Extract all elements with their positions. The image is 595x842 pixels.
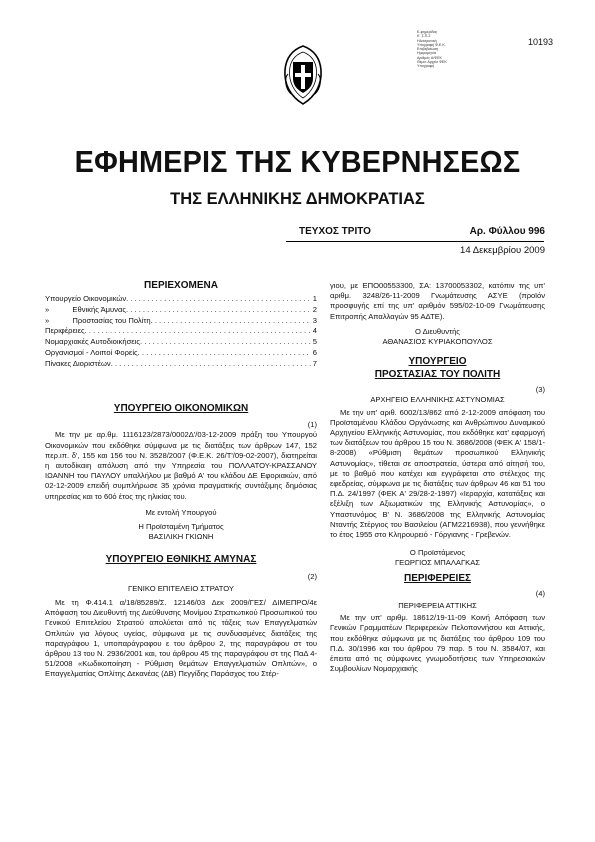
toc-row xyxy=(45,305,317,316)
stamp-line: Ημερομηνία xyxy=(417,51,437,56)
section-subheading: ΓΕΝΙΚΟ ΕΠΙΤΕΛΕΙΟ ΣΤΡΑΤΟΥ xyxy=(128,583,234,593)
greek-coat-of-arms-icon xyxy=(282,44,324,106)
toc-row xyxy=(45,348,317,359)
stamp-line: Ε-φημερίδας xyxy=(417,30,438,34)
digital-signature-stamp xyxy=(417,30,479,69)
toc-page: 5 xyxy=(312,337,317,347)
toc-page: 2 xyxy=(312,304,317,314)
toc-page: 1 xyxy=(312,294,317,303)
section-number: (1) xyxy=(307,420,317,430)
section-text-regions: Με την υπ' αριθμ. 18612/19-11-09 Κοινή Απόφαση των Γενικών Γραμματέων Περιφερειών Πελοποννήσου και Αττικής, που εκδόθηκε σύμφωνα με τις διατάξεις του άρθρου 109 του Π.Δ. 30/1996 και του άρθρου 79 παρ. 5 του Ν. 3584/07, και έπειτα από τις σύμφωνες γνωμοδοτήσεις των Υπηρεσιακών Συμβουλίων Νομαρχιακής xyxy=(330,613,545,674)
section-subheading: ΠΕΡΙΦΕΡΕΙΑ ΑΤΤΙΚΗΣ xyxy=(398,601,477,611)
section-subheading: ΑΡΧΗΓΕΙΟ ΕΛΛΗΝΙΚΗΣ ΑΣΤΥΝΟΜΙΑΣ xyxy=(370,395,505,405)
toc-heading: ΠΕΡΙΕΧΟΜΕΝΑ xyxy=(144,280,218,291)
toc-label: Περιφέρειες xyxy=(45,326,85,336)
toc-row xyxy=(45,359,317,370)
toc-page: 3 xyxy=(312,315,317,325)
gazette-title: ΕΦΗΜΕΡΙΣ ΤΗΣ ΚΥΒΕΡΝΗΣΕΩΣ xyxy=(74,144,521,179)
section-heading-regions: ΠΕΡΙΦΕΡΕΙΕΣ xyxy=(403,572,471,584)
signature-line: Η Προϊσταμένη Τμήματος xyxy=(138,522,224,532)
sheet-number: Αρ. Φύλλου 996 xyxy=(469,226,545,237)
section-number: (4) xyxy=(535,588,545,598)
stamp-line: Ηλεκτρονική xyxy=(417,38,437,43)
section-text-defence: Με τη Φ.414.1 α/18/85289/Σ. 12146/03 Δεκ 2009/ΓΕΣ/ ΔΙΜΕΠΡΟ/4ε Απόφαση του Διευθυντή της Διεύθυνσης Μονίμου Στρατιωτικού Προσωπικού του Γενικού Επιτελείου Στρατού απολύεται από τις τάξεις των Επαγγελματιών Οπλιτών για λόγους υγείας, σύμφωνα με τις συνδυασμένες διατάξεις της παραγράφου 1, υποπαράγραφου ε του άρθρου 2, της παραγράφου στ του άρθρου 13 του Ν. 2936/2001 και, του άρθρου 45 της παραγράφου στ της ΠαΔ 4-51/2008 «Κωδικοποίηση - Ρύθμιση θεμάτων Επαγγελματιών Οπλιτών», ο Επαγγελματίας Οπλίτης Δεκανέας (ΔΒ) Πεγγίδης Παράσχος του Στέρ- xyxy=(45,598,317,679)
heading-line: ΥΠΟΥΡΓΕΙΟ xyxy=(408,356,467,368)
issue-divider xyxy=(286,241,544,242)
page-number: 10193 xyxy=(528,37,554,47)
toc-label: Πίνακες Διοριστέων xyxy=(45,358,111,368)
issue-date: 14 Δεκεμβρίου 2009 xyxy=(460,245,545,256)
toc-row xyxy=(45,316,317,327)
toc-page: 6 xyxy=(312,347,317,357)
gazette-subtitle: ΤΗΣ ΕΛΛΗΝΙΚΗΣ ΔΗΜΟΚΡΑΤΙΑΣ xyxy=(170,190,425,208)
section-heading-finance: ΥΠΟΥΡΓΕΙΟ ΟΙΚΟΝΟΜΙΚΩΝ xyxy=(113,403,249,414)
toc-label: Υπουργείο Οικονομικών xyxy=(45,294,127,303)
toc-page: 7 xyxy=(312,358,317,368)
stamp-line: Θέμα: Αρχείο ΦΕΚ xyxy=(417,60,447,65)
signature-line: Ο Διευθυντής xyxy=(415,326,460,336)
heading-line: ΠΡΟΣΤΑΣΙΑΣ ΤΟΥ ΠΟΛΙΤΗ xyxy=(374,369,501,381)
stamp-line: Αριθμός Α/ΦΕΚ xyxy=(417,55,442,60)
toc-page: 4 xyxy=(312,326,317,336)
stamp-line: Επιβεβαίωση xyxy=(417,47,439,52)
section-heading-citizen-protection xyxy=(330,355,545,381)
section-text-police: Με την υπ' αριθ. 6002/13/862 από 2-12-2009 απόφαση του Προϊσταμένου Κλάδου Οργάνωσης και Ανθρώπινου Δυναμικού Αρχηγείου Ελληνικής Αστυνομίας, που εκδόθηκε κατ' εφαρμογή των διατάξεων του άρθρου 15 του Ν. 3686/2008 (ΦΕΚ Α' 158/1-8-2008) «Ρύθμιση θεμάτων προσωπικού Ελληνικής Αστυνομίας», τίθεται σε αποστρατεία, ύστερα από αίτησή του, με το βαθμό που κατέχει και εγγράφεται στο στέλεχος της εφεδρείας, σύμφωνα με τις διατάξεις των άρθρων 46 και 51 του Π.Δ. 24/1997 (ΦΕΚ Α' 29/28-2-1997) «Ιεραρχία, κατατάξεις και εξέλιξη των Αξιωματικών της Ελληνικής Αστυνομίας», ο Υπαστυνόμος Β' Ν. 3686/2008 της Ελληνικής Αστυνομίας Νταντής Στέργιος του Βασιλείου (ΑΓΜ2216938), που γεννήθηκε το έτος 1955 στο Κληρουρειό - Γόργιανης - Γρεβενών. xyxy=(330,407,545,540)
signature-name: ΓΕΩΡΓΙΟΣ ΜΠΑΛΑΓΚΑΣ xyxy=(394,558,480,568)
section-number: (2) xyxy=(307,571,317,581)
toc-row xyxy=(45,337,317,348)
stamp-line: Υπογραφή Φ.Ε.Κ. xyxy=(417,42,446,47)
toc-row xyxy=(45,294,317,305)
signature-name: ΒΑΣΙΛΙΚΗ ΓΚΙΩΝΗ xyxy=(148,532,214,542)
section-text-finance: Με την με αρ.θμ. 1116123/2873/0002Δ'/03-12-2009 πράξη του Υπουργού Οικονομικών που εκδόθηκε σύμφωνα με τις διατάξεις των άρθρων 147, 152 περ.ιπ. δ', 155 και 156 του Ν. 3528/2007 (Φ.Ε.Κ. 26/Τ'/09-02-2007), διατηρείται η αυτοδίκαιη απόλυση από την Υπηρεσία του ΠΟΛΛΑΤΟΥ-ΚΡΑΣΣΑΝΟΥ ΙΩΑΝΝΗ του ΠΑΥΛΟΥ υπαλλήλου με βαθμό Α' του κλάδου ΔΕ Εφοριακών, από 02-12-2009 επειδή συμπλήρωσε 35 χρόνια πραγματικής συντάξιμης δημόσιας υπηρεσίας και το 60ό έτος της ηλικίας του. xyxy=(45,430,317,501)
toc-label: » Εθνικής Άμυνας xyxy=(45,304,127,314)
toc-label: » Προστασίας του Πολίτη xyxy=(45,315,151,325)
signature-line: Ο Προϊστάμενος xyxy=(409,548,466,558)
right-column xyxy=(330,281,545,675)
signature-name: ΑΘΑΝΑΣΙΟΣ ΚΥΡΙΑΚΟΠΟΥΛΟΣ xyxy=(382,337,493,347)
stamp-line: Υπογραφή xyxy=(417,64,435,69)
stamp-line: Κ΄ Σ.Π.Σ xyxy=(417,34,431,39)
section-heading-defence: ΥΠΟΥΡΓΕΙΟ ΕΘΝΙΚΗΣ ΑΜΥΝΑΣ xyxy=(105,554,257,566)
issue-series: ΤΕΥΧΟΣ ΤΡΙΤΟ xyxy=(299,226,371,237)
toc-label: Οργανισμοί - Λοιποί Φορείς xyxy=(45,347,138,357)
left-column xyxy=(45,404,317,680)
signature-line: Με εντολή Υπουργού xyxy=(145,507,217,517)
table-of-contents xyxy=(45,294,317,370)
toc-row xyxy=(45,326,317,337)
section-number: (3) xyxy=(535,385,545,395)
toc-label: Νομαρχιακές Αυτοδιοικήσεις xyxy=(45,337,140,347)
continued-text: γιου, με ΕΠΟ00553300, ΣΑ: 13700053302, κατόπιν της υπ' αριθμ. 3248/26-11-2009 Γνωμάτευσης ΑΣΥΕ (προϊόν προσφυγής επί της υπ' αριθμόν 595/02-10-09 Γνωμάτευσης Επιτροπής Απαλλαγών 95 ΑΔΤΕ). xyxy=(330,281,545,321)
